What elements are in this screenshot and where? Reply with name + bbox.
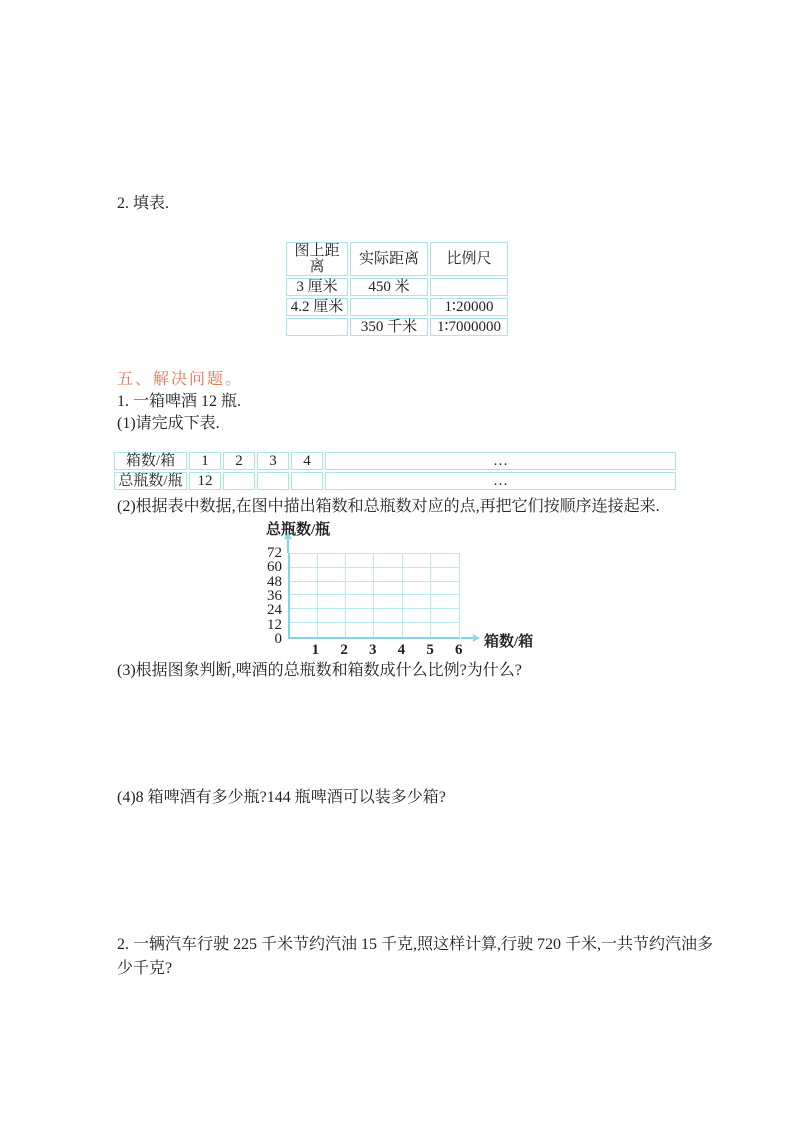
- scale-table-header-scale: 比例尺: [430, 242, 508, 276]
- scale-table-cell-blank: [286, 318, 348, 336]
- x-axis-label: 箱数/箱: [484, 634, 534, 650]
- beer-table-cell: 总瓶数/瓶: [114, 472, 187, 490]
- beer-table-cell: 2: [223, 452, 255, 470]
- scale-table-cell: 450 米: [350, 278, 428, 296]
- x-tick-label: 2: [340, 642, 348, 658]
- chart-grid: [288, 553, 460, 639]
- scale-table-cell-blank: [430, 278, 508, 296]
- beer-table-cell-blank: [223, 472, 255, 490]
- y-axis: [287, 539, 289, 553]
- part-1-label: (1)请完成下表.: [117, 415, 220, 432]
- scale-table-cell: 1∶20000: [430, 298, 508, 316]
- x-tick-label: 3: [369, 642, 377, 658]
- beer-table-cell-blank: [291, 472, 323, 490]
- scale-table-cell: 4.2 厘米: [286, 298, 348, 316]
- scale-table-header-map-distance: 图上距离: [286, 242, 348, 276]
- part-4-label: (4)8 箱啤酒有多少瓶?144 瓶啤酒可以装多少箱?: [117, 789, 446, 806]
- scale-table-cell: 3 厘米: [286, 278, 348, 296]
- beer-table-cell-ellipsis: …: [325, 472, 676, 490]
- fill-table-label: 2. 填表.: [117, 195, 170, 212]
- beer-table-cell: 3: [257, 452, 289, 470]
- x-axis-arrow-icon: [473, 634, 480, 642]
- scale-table-cell: 1∶7000000: [430, 318, 508, 336]
- beer-table-cell-blank: [257, 472, 289, 490]
- y-tick-label: 24: [267, 602, 282, 619]
- y-tick-label: 0: [274, 631, 282, 647]
- part-3-label: (3)根据图象判断,啤酒的总瓶数和箱数成什么比例?为什么?: [117, 662, 522, 679]
- beer-table-cell: 4: [291, 452, 323, 470]
- chart: [250, 518, 560, 663]
- section-title: 五、解决问题。: [117, 371, 244, 388]
- x-tick-label: 5: [426, 642, 434, 658]
- beer-table: [112, 450, 678, 492]
- y-axis-label: 总瓶数/瓶: [266, 522, 331, 538]
- x-axis: [461, 637, 473, 639]
- beer-table-cell: 箱数/箱: [114, 452, 187, 470]
- scale-table-row: [286, 298, 508, 316]
- y-axis-arrow-icon: [284, 532, 292, 539]
- beer-table-row-boxes: [114, 452, 676, 470]
- scale-table: [284, 240, 510, 338]
- scale-table-row: [286, 278, 508, 296]
- beer-table-cell-ellipsis: …: [325, 452, 676, 470]
- question-1-intro: 1. 一箱啤酒 12 瓶.: [117, 393, 242, 410]
- scale-table-cell: 350 千米: [350, 318, 428, 336]
- scale-table-header-actual-distance: 实际距离: [350, 242, 428, 276]
- scale-table-cell-blank: [350, 298, 428, 316]
- y-tick-label: 48: [267, 573, 282, 590]
- y-tick-label: 36: [267, 588, 282, 604]
- part-2-label: (2)根据表中数据,在图中描出箱数和总瓶数对应的点,再把它们按顺序连接起来.: [117, 498, 660, 515]
- y-tick-label: 72: [267, 545, 282, 561]
- y-tick-label: 12: [267, 616, 282, 633]
- x-tick-label: 6: [455, 642, 463, 658]
- x-tick-label: 4: [397, 642, 406, 658]
- y-tick-label: 60: [267, 559, 282, 576]
- scale-table-header-row: [286, 242, 508, 276]
- beer-table-cell: 12: [189, 472, 221, 490]
- beer-table-row-bottles: [114, 472, 676, 490]
- beer-table-cell: 1: [189, 452, 221, 470]
- scale-table-row: [286, 318, 508, 336]
- question-2-text: 2. 一辆汽车行驶 225 千米节约汽油 15 千克,照这样计算,行驶 720 千米,一共节约汽油多少千克?: [117, 936, 714, 977]
- x-tick-label: 1: [311, 642, 320, 658]
